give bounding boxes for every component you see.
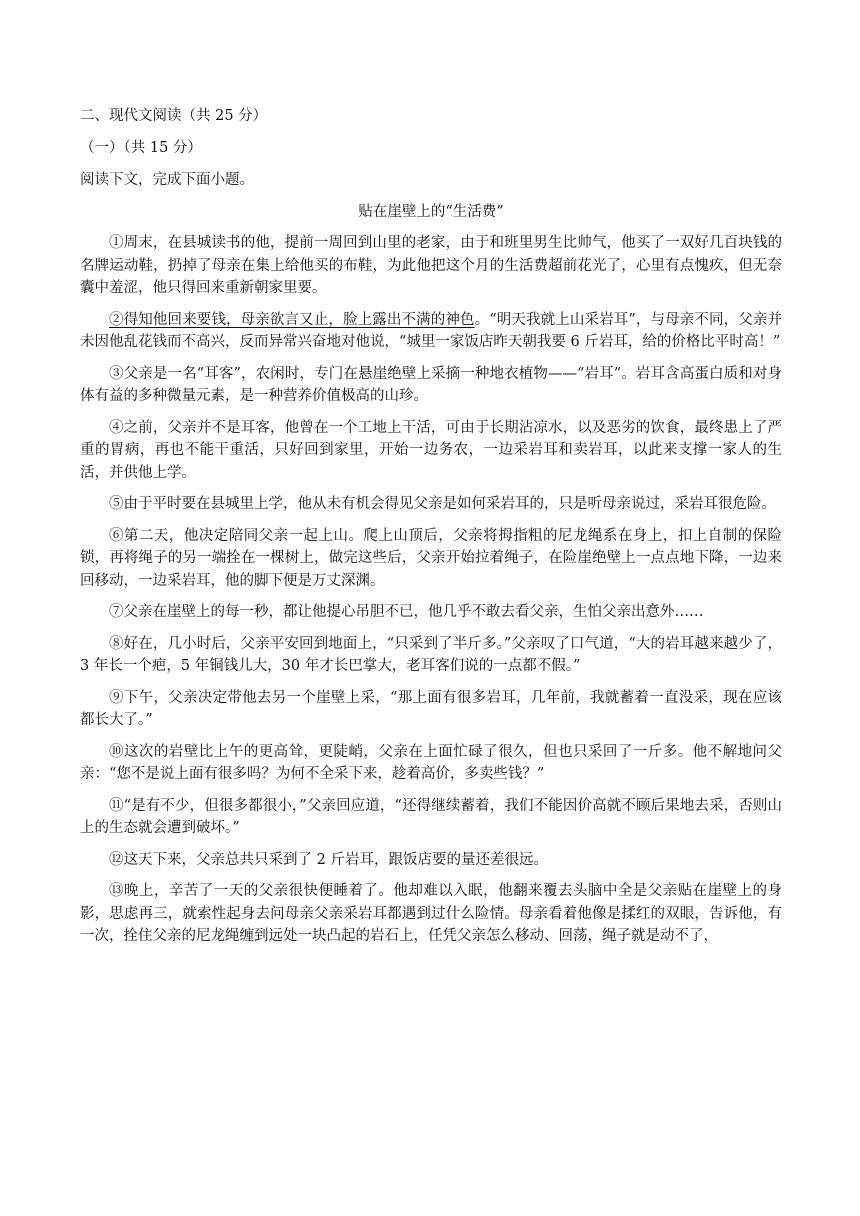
- paragraph-1: [80, 232, 782, 300]
- article-body: [80, 232, 782, 948]
- paragraph-text: ④之前，父亲并不是耳客，他曾在一个工地上干活，可由于长期沾凉水，以及恶劣的饮食，最终患上了严重的胃病，再也不能干重活，只好回到家里，开始一边务农，一边采岩耳和卖岩耳，以此来支撑一家人的生活，并供他上学。: [80, 419, 782, 481]
- paragraph-text: 。“明天我就上山采岩耳”，与母亲不同，父亲并未因他乱花钱而不高兴，反而异常兴奋地对他说，“城里一家饭店昨天朝我要 6 斤岩耳，给的价格比平时高！”: [80, 311, 783, 350]
- section-title: 二、现代文阅读（共 25 分）: [80, 108, 268, 124]
- paragraph-11: [80, 795, 782, 840]
- paragraph-3: [80, 363, 782, 408]
- paragraph-8: [80, 633, 782, 678]
- paragraph-9: [80, 687, 782, 732]
- paragraph-text: ⑩这次的岩壁比上午的更高耸，更陡峭，父亲在上面忙碌了很久，但也只采回了一斤多。他不解地问父亲：“您不是说上面有很多吗？为何不全采下来，趁着高价，多卖些钱？”: [80, 743, 782, 782]
- paragraph-text: ③父亲是一名“耳客”，农闲时，专门在悬崖绝壁上采摘一种地衣植物——“岩耳”。岩耳含高蛋白质和对身体有益的多种微量元素，是一种营养价值极高的山珍。: [80, 365, 782, 404]
- paragraph-text: ⑫这天下来，父亲总共只采到了 2 斤岩耳，跟饭店要的量还差很远。: [109, 851, 548, 868]
- underlined-sentence: ②得知他回来要钱，母亲欲言又止，脸上露出不满的神色: [109, 311, 475, 328]
- document-page: [80, 104, 782, 957]
- reading-instruction: 阅读下文，完成下面小题。: [80, 172, 254, 188]
- paragraph-text: ⑪“是有不少，但很多都很小，”父亲回应道，“还得继续蓄着，我们不能因价高就不顾后果地去采，否则山上的生态就会遭到破坏。”: [80, 797, 782, 836]
- paragraph-text: ⑬晚上，辛苦了一天的父亲很快便睡着了。他却难以入眠，他翻来覆去头脑中全是父亲贴在崖壁上的身影，思虑再三，就索性起身去问母亲父亲采岩耳都遇到过什么险情。母亲看着他像是揉红的双眼，告诉他，有一次，拴住父亲的尼龙绳缠到远处一块凸起的岩石上，任凭父亲怎么移动、回荡，绳子就是动不了，: [80, 883, 782, 944]
- paragraph-6: [80, 525, 782, 593]
- article-title: 贴在崖壁上的“生活费”: [358, 204, 504, 220]
- paragraph-text: ⑥第二天，他决定陪同父亲一起上山。爬上山顶后，父亲将拇指粗的尼龙绳系在身上，扣上自制的保险锁，再将绳子的另一端拴在一棵树上，做完这些后，父亲开始拉着绳子，在险崖绝壁上一点点地下降，一边来回移动，一边采岩耳，他的脚下便是万丈深渊。: [80, 527, 782, 589]
- paragraph-text: ⑦父亲在崖壁上的每一秒，都让他提心吊胆不已，他几乎不敢去看父亲，生怕父亲出意外……: [109, 604, 704, 620]
- paragraph-5: [80, 493, 782, 516]
- paragraph-text: ⑤由于平时要在县城里上学，他从未有机会得见父亲是如何采岩耳的，只是听母亲说过，采岩耳很危险。: [109, 496, 776, 512]
- paragraph-10: [80, 741, 782, 786]
- paragraph-7: [80, 601, 782, 624]
- paragraph-13: [80, 880, 782, 948]
- paragraph-4: [80, 417, 782, 485]
- paragraph-text: ⑨下午，父亲决定带他去另一个崖壁上采，“那上面有很多岩耳，几年前，我就蓄着一直没采，现在应该都长大了。”: [80, 689, 782, 728]
- paragraph-text: ⑧好在，几小时后，父亲平安回到地面上，“只采到了半斤多。”父亲叹了口气道，“大的岩耳越来越少了，3 年长一个疤，5 年铜钱儿大，30 年才长巴掌大，老耳客们说的一点都不假。”: [80, 635, 782, 674]
- paragraph-2: [80, 309, 782, 354]
- sub-section-title: （一）（共 15 分）: [80, 140, 202, 156]
- paragraph-text: ①周末，在县城读书的他，提前一周回到山里的老家，由于和班里男生比帅气，他买了一双好几百块钱的名牌运动鞋，扔掉了母亲在集上给他买的布鞋，为此他把这个月的生活费超前花光了，心里有点愧疚，但无奈囊中羞涩，他只得回来重新朝家里要。: [80, 235, 782, 296]
- paragraph-12: [80, 849, 782, 872]
